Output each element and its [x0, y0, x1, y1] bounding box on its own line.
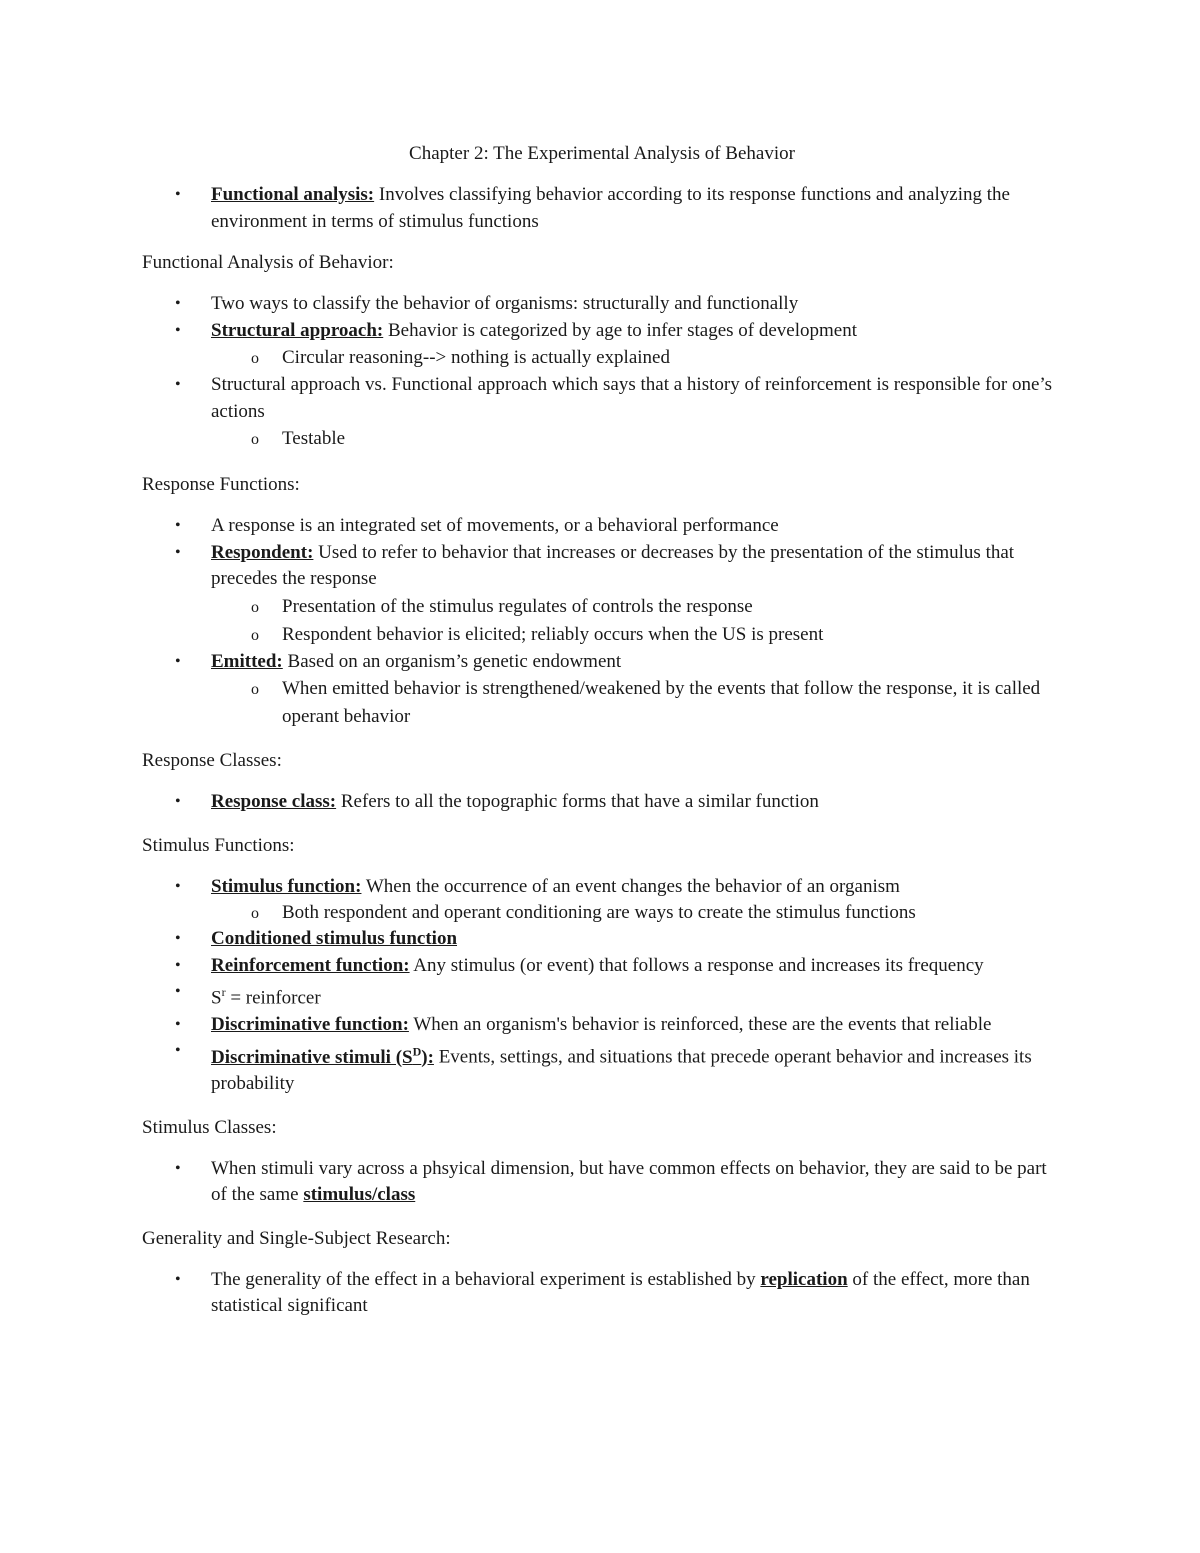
term-stimulus-function: Stimulus function:: [211, 875, 362, 897]
document-page: [142, 140, 1062, 1320]
section6-list: [142, 1267, 1062, 1320]
term-response-class: Response class:: [211, 791, 337, 812]
item-text: When the occurrence of an event changes the behavior of an organism: [361, 875, 900, 897]
bullet-icon: •: [175, 1042, 181, 1060]
list-item: [142, 1038, 1062, 1097]
item-text: The generality of the effect in a behavioral experiment is established by: [211, 1268, 761, 1290]
sub-list: [211, 900, 1062, 926]
item-text: of the effect, more than statistical significant: [211, 1268, 1030, 1317]
term-replication: replication: [760, 1268, 848, 1290]
sub-bullet-icon: o: [251, 905, 259, 922]
item-text: = reinforcer: [225, 987, 321, 1009]
item-text: Behavior is categorized by age to infer stages of development: [383, 319, 858, 341]
page-title: Chapter 2: The Experimental Analysis of Behavior: [409, 143, 795, 164]
section-heading-stimulus-classes: Stimulus Classes:: [142, 1116, 277, 1138]
list-item: [142, 1156, 1062, 1209]
list-item: [142, 926, 1062, 953]
sub-bullet-icon: o: [251, 431, 259, 448]
sub-bullet-icon: o: [251, 626, 259, 644]
list-item: [142, 513, 1062, 540]
bullet-icon: •: [175, 652, 181, 670]
item-text: Circular reasoning--> nothing is actually explained: [282, 347, 670, 368]
item-text: Any stimulus (or event) that follows a response and increases its frequency: [409, 954, 984, 976]
section-heading-stimulus-functions: Stimulus Functions:: [142, 834, 295, 856]
list-item: [142, 874, 1062, 927]
item-text: Two ways to classify the behavior of organisms: structurally and functionally: [211, 293, 799, 314]
item-text: Structural approach vs. Functional approach which says that a history of reinforcement is responsible for one’s actions: [211, 374, 1053, 422]
term-respondent: Respondent:: [211, 541, 314, 563]
bullet-icon: •: [175, 930, 181, 947]
bullet-icon: •: [175, 1015, 181, 1033]
term-emitted: Emitted:: [211, 650, 283, 672]
bullet-icon: •: [175, 517, 181, 534]
sub-list-item: [142, 900, 1062, 926]
bullet-icon: •: [175, 543, 181, 561]
list-item: [142, 182, 1062, 235]
sub-list-item: [142, 425, 1062, 453]
term-functional-analysis: Functional analysis:: [211, 184, 375, 205]
sub-list-item: [142, 593, 1062, 621]
symbol-superscript-d: D: [412, 1044, 422, 1059]
item-text: Refers to all the topographic forms that have a similar function: [336, 791, 819, 812]
sub-list-item: [142, 621, 1062, 649]
section-heading-functional-analysis: Functional Analysis of Behavior:: [142, 252, 394, 273]
item-text: Events, settings, and situations that precede operant behavior and increases its probability: [211, 1046, 1032, 1095]
item-text: Involves classifying behavior according to its response functions and analyzing the environment in terms of stimulus functions: [211, 184, 1010, 232]
list-item: [142, 291, 1062, 318]
bullet-icon: •: [175, 1270, 181, 1288]
bullet-icon: •: [175, 983, 181, 1000]
sub-list: [211, 593, 1062, 649]
item-text: When stimuli vary across a phsyical dimension, but have common effects on behavior, they are said to be part of the same: [211, 1157, 1047, 1206]
item-text: Presentation of the stimulus regulates of controls the response: [282, 595, 753, 617]
bullet-icon: •: [175, 295, 181, 312]
section-heading-response-functions: Response Functions:: [142, 474, 300, 495]
term-conditioned-stimulus-function: Conditioned stimulus function: [211, 928, 458, 949]
list-item: [142, 789, 1062, 816]
item-text: Testable: [282, 428, 346, 449]
term-discriminative-function: Discriminative function:: [211, 1013, 409, 1035]
symbol-superscript-r: r: [221, 985, 226, 999]
symbol-s: S: [211, 987, 222, 1009]
item-text: Both respondent and operant conditioning are ways to create the stimulus functions: [282, 902, 916, 923]
section5-list: [142, 1156, 1062, 1209]
term-structural-approach: Structural approach:: [211, 319, 384, 341]
list-item: [142, 318, 1062, 373]
section1-list: [142, 291, 1062, 453]
section3-list: [142, 789, 1062, 816]
sub-list-item: [142, 344, 1062, 372]
list-item: [142, 979, 1062, 1012]
term-stimulus-class: stimulus/class: [303, 1184, 416, 1206]
bullet-icon: •: [175, 186, 181, 203]
section4-list: [142, 874, 1062, 1098]
bullet-icon: •: [175, 956, 181, 974]
item-text: Used to refer to behavior that increases or decreases by the presentation of the stimulus that precedes the response: [211, 541, 1015, 589]
sub-bullet-icon: o: [251, 350, 259, 367]
item-text: Respondent behavior is elicited; reliably occurs when the US is present: [282, 623, 824, 645]
term-part: ):: [421, 1046, 434, 1068]
sub-list: [211, 425, 1062, 453]
list-item: [142, 953, 1062, 980]
item-text: When an organism's behavior is reinforced, these are the events that reliable: [408, 1013, 992, 1035]
sub-list: [211, 344, 1062, 372]
item-text: Based on an organism’s genetic endowment: [282, 650, 622, 672]
item-text: A response is an integrated set of movements, or a behavioral performance: [211, 515, 779, 536]
list-item: [142, 1267, 1062, 1320]
list-item: [142, 1012, 1062, 1039]
sub-list-item: [142, 675, 1062, 731]
bullet-icon: •: [175, 793, 181, 810]
sub-bullet-icon: o: [251, 681, 259, 698]
list-item: [142, 372, 1062, 453]
bullet-icon: •: [175, 877, 181, 895]
list-item: [142, 649, 1062, 732]
term-discriminative-stimuli: [211, 1044, 434, 1068]
term-part: Discriminative stimuli (S: [211, 1046, 413, 1068]
term-reinforcement-function: Reinforcement function:: [211, 954, 410, 976]
item-text: When emitted behavior is strengthened/weakened by the events that follow the response, it is called operant behavior: [282, 678, 1041, 727]
bullet-icon: •: [175, 376, 181, 393]
sub-bullet-icon: o: [251, 598, 259, 616]
list-item: [142, 540, 1062, 649]
intro-list: [142, 182, 1062, 235]
bullet-icon: •: [175, 321, 181, 339]
sub-list: [211, 675, 1062, 731]
bullet-icon: •: [175, 1159, 181, 1177]
section-heading-response-classes: Response Classes:: [142, 750, 282, 771]
section2-list: [142, 513, 1062, 731]
section-heading-generality: Generality and Single-Subject Research:: [142, 1227, 451, 1249]
